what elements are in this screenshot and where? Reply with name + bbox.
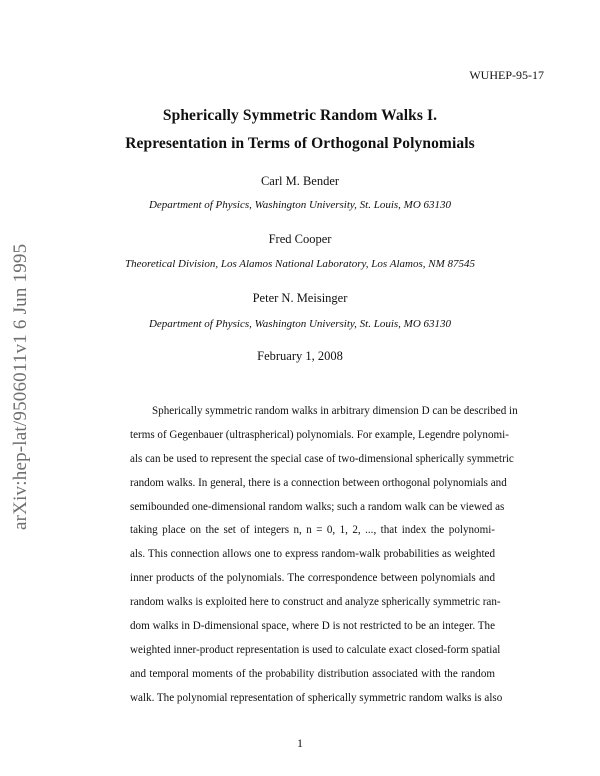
abstract-line: walk. The polynomial representation of spherically symmetric random walks is also [130, 691, 503, 704]
abstract-line: taking place on the set of integers n, n = 0, 1, 2, ..., that index the polynomi- [130, 524, 495, 537]
abstract-line: Spherically symmetric random walks in arbitrary dimension D can be described in [152, 405, 518, 417]
author-name: Carl M. Bender [260, 174, 340, 188]
paper-date: February 1, 2008 [257, 349, 343, 363]
abstract-line: als can be used to represent the special case of two-dimensional spherically symmetric [130, 452, 514, 465]
paper-title-line-2: Representation in Terms of Orthogonal Polynomials [125, 135, 475, 152]
arxiv-margin-identifier: arXiv:hep-lat/9506011v1 6 Jun 1995 [10, 243, 31, 530]
abstract-line: random walks is exploited here to construct and analyze spherically symmetric ran- [130, 596, 501, 609]
author-name: Fred Cooper [268, 232, 332, 246]
paper-title-line-1: Spherically Symmetric Random Walks I. [162, 107, 438, 124]
abstract-line: semibounded one-dimensional random walks; such a random walk can be viewed as [130, 500, 505, 513]
abstract-line: als. This connection allows one to express random-walk probabilities as weighted [130, 548, 495, 561]
author-affiliation: Department of Physics, Washington University, St. Louis, MO 63130 [148, 318, 452, 330]
report-number: WUHEP-95-17 [469, 68, 544, 82]
abstract-line: inner products of the polynomials. The correspondence between polynomials and [130, 572, 495, 585]
abstract-line: weighted inner-product representation is used to calculate exact closed-form spatial [130, 643, 501, 656]
author-affiliation: Theoretical Division, Los Alamos National Laboratory, Los Alamos, NM 87545 [125, 258, 475, 270]
author-name: Peter N. Meisinger [252, 291, 348, 305]
abstract-line: random walks. In general, there is a connection between orthogonal polynomials and [130, 476, 507, 489]
abstract [130, 404, 518, 715]
abstract-line: dom walks in D-dimensional space, where D is not restricted to be an integer. The [130, 620, 495, 633]
author-affiliation: Department of Physics, Washington University, St. Louis, MO 63130 [148, 199, 452, 211]
abstract-line: terms of Gegenbauer (ultraspherical) polynomials. For example, Legendre polynomi- [130, 428, 509, 441]
abstract-line: and temporal moments of the probability distribution associated with the random [130, 667, 495, 680]
page-number: 1 [297, 736, 303, 750]
